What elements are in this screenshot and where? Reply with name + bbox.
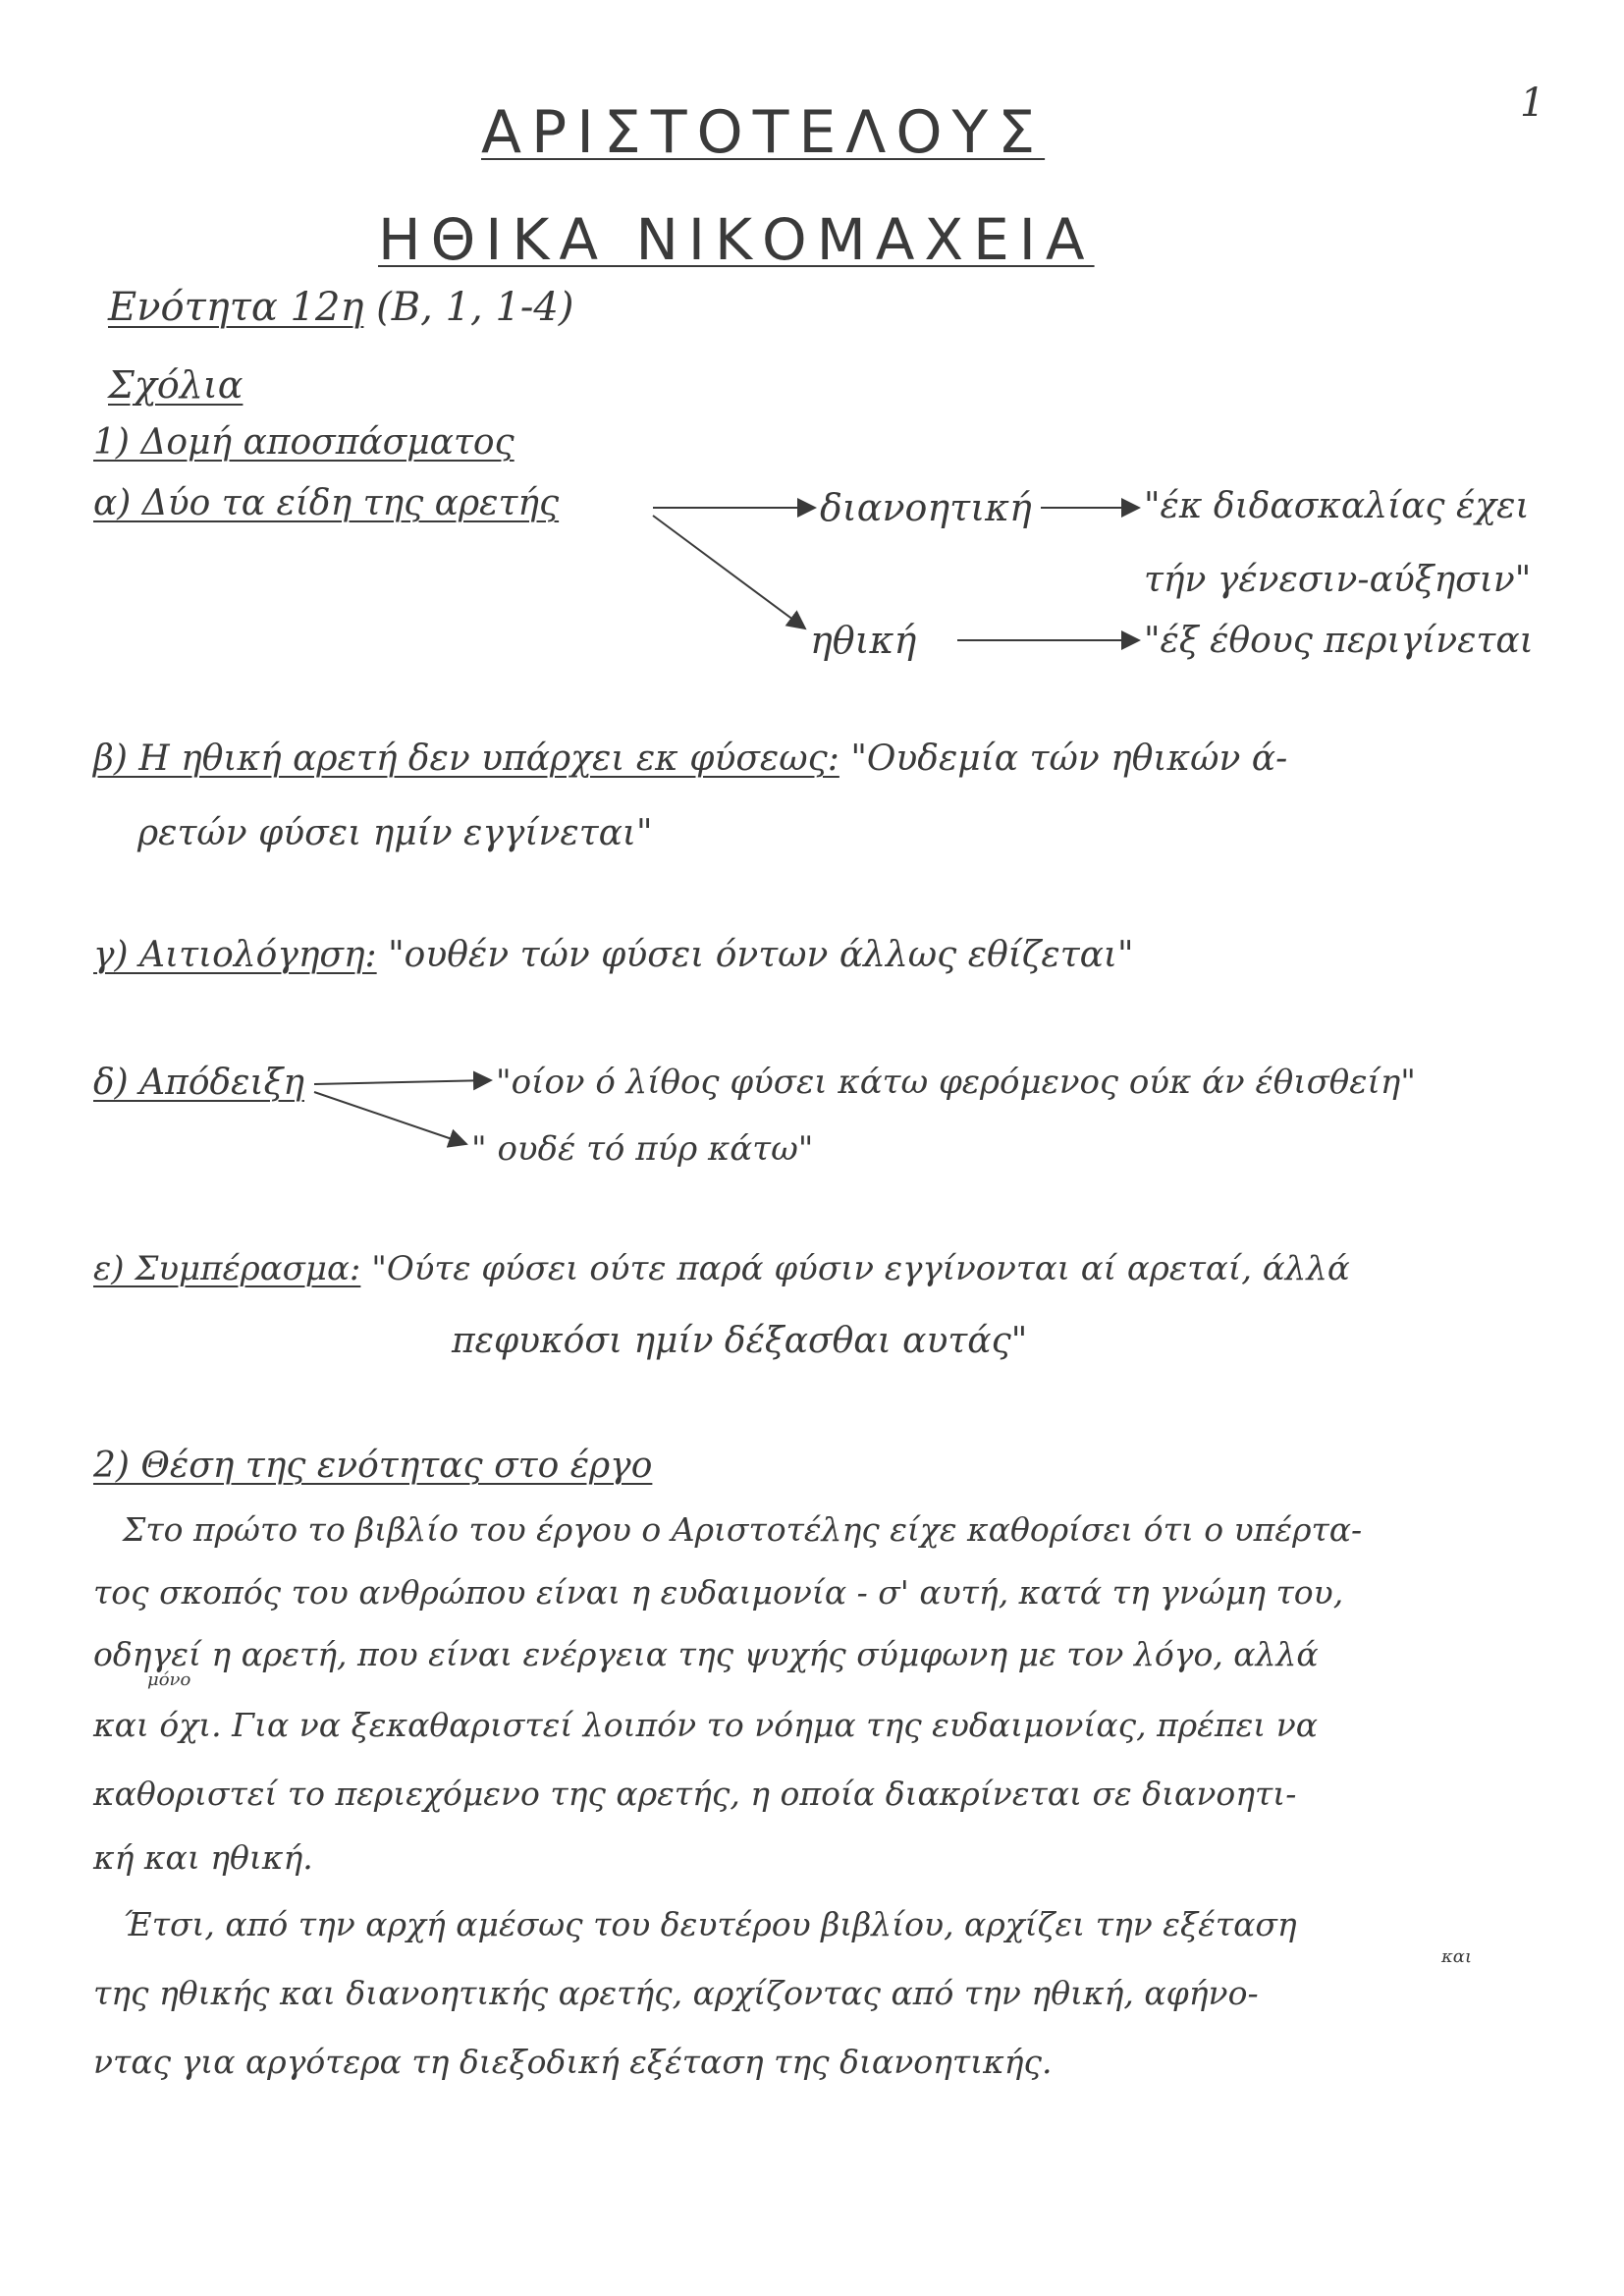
section2-heading: 2) Θέση της ενότητας στο έργο (93, 1446, 653, 1486)
section2-insert-word: μόνο (147, 1669, 191, 1690)
section2-p1-line3: οδηγεί η αρετή, που είναι ενέργεια της ψυχής σύμφωνη με τον λόγο, αλλά (93, 1635, 1319, 1673)
section2-p1-line1: Στο πρώτο το βιβλίο του έργου ο Αριστοτέλης είχε καθορίσει ότι ο υπέρτα- (123, 1510, 1363, 1549)
section1-heading: 1) Δομή αποσπάσματος (93, 422, 514, 463)
section2-p1-line6: κή και ηθική. (93, 1838, 313, 1877)
section1-e-quote1: "Ούτε φύσει ούτε παρά φύσιν εγγίνονται αί αρεταί, άλλά (371, 1249, 1350, 1288)
section1-a-label: α) Δύο τα είδη της αρετής (93, 483, 560, 523)
section1-d-label: δ) Απόδειξη (93, 1063, 304, 1103)
page-subtitle: ΗΘΙΚΑ ΝΙΚΟΜΑΧΕΙΑ (378, 206, 1095, 273)
section1-a-branch1: διανοητική (820, 486, 1032, 529)
unit-reference: (Β, 1, 1-4) (376, 285, 574, 330)
notes-heading: Σχόλια (108, 363, 244, 407)
section2-p1-line4: και όχι. Για να ξεκαθαριστεί λοιπόν το νόημα της ευδαιμονίας, πρέπει να (93, 1706, 1319, 1744)
section1-a-branch2: ηθική (810, 619, 917, 662)
section2-p1-line5: καθοριστεί το περιεχόμενο της αρετής, η οποία διακρίνεται σε διανοητι- (93, 1775, 1297, 1813)
section1-e-quote2: πεφυκόσι ημίν δέξασθαι αυτάς" (452, 1321, 1028, 1361)
section2-p2-line1: Έτσι, από την αρχή αμέσως του δευτέρου βιβλίου, αρχίζει την εξέταση (123, 1905, 1297, 1943)
section1-e-label: ε) Συμπέρασμα: (93, 1249, 361, 1288)
section1-c-quote: "ουθέν τών φύσει όντων άλλως εθίζεται" (388, 935, 1134, 975)
section1-d-quote2: " ουδέ τό πύρ κάτω" (471, 1129, 814, 1169)
section2-p2-line2: της ηθικής και διανοητικής αρετής, αρχίζοντας από την ηθική, αφήνο- (93, 1974, 1259, 2012)
section1-d-quote1: "οίον ό λίθος φύσει κάτω φερόμενος ούκ άν έθισθείη" (496, 1063, 1416, 1102)
section1-b-label: β) Η ηθική αρετή δεν υπάρχει εκ φύσεως: (93, 738, 839, 779)
section1-c-label: γ) Αιτιολόγηση: (93, 935, 377, 975)
unit-label: Ενότητα 12η (108, 285, 364, 330)
section1-b-quote2: ρετών φύσει ημίν εγγίνεται" (137, 813, 653, 853)
section1-a-branch1-quote2: τήν γένεσιν-αύξησιν" (1144, 560, 1532, 600)
page-number: 1 (1520, 81, 1545, 126)
section2-p1-line2: τος σκοπός του ανθρώπου είναι η ευδαιμονία - σ' αυτή, κατά τη γνώμη του, (93, 1573, 1344, 1612)
section1-b-quote1: "Ουδεμία τών ηθικών ά- (850, 738, 1288, 779)
section2-p2-line3: ντας για αργότερα τη διεξοδική εξέταση της διανοητικής. (93, 2043, 1053, 2081)
arrow-a-to-branch2 (653, 516, 805, 629)
section2-insert-word2: και (1441, 1946, 1473, 1967)
section1-a-branch1-quote1: "έκ διδασκαλίας έχει (1144, 486, 1530, 526)
section1-a-branch2-quote: "έξ έθους περιγίνεται (1144, 621, 1534, 661)
page-title: ΑΡΙΣΤΟΤΕΛΟΥΣ (481, 98, 1046, 167)
arrow-d-to-quote1 (314, 1080, 491, 1084)
arrow-d-to-quote2 (314, 1092, 466, 1144)
